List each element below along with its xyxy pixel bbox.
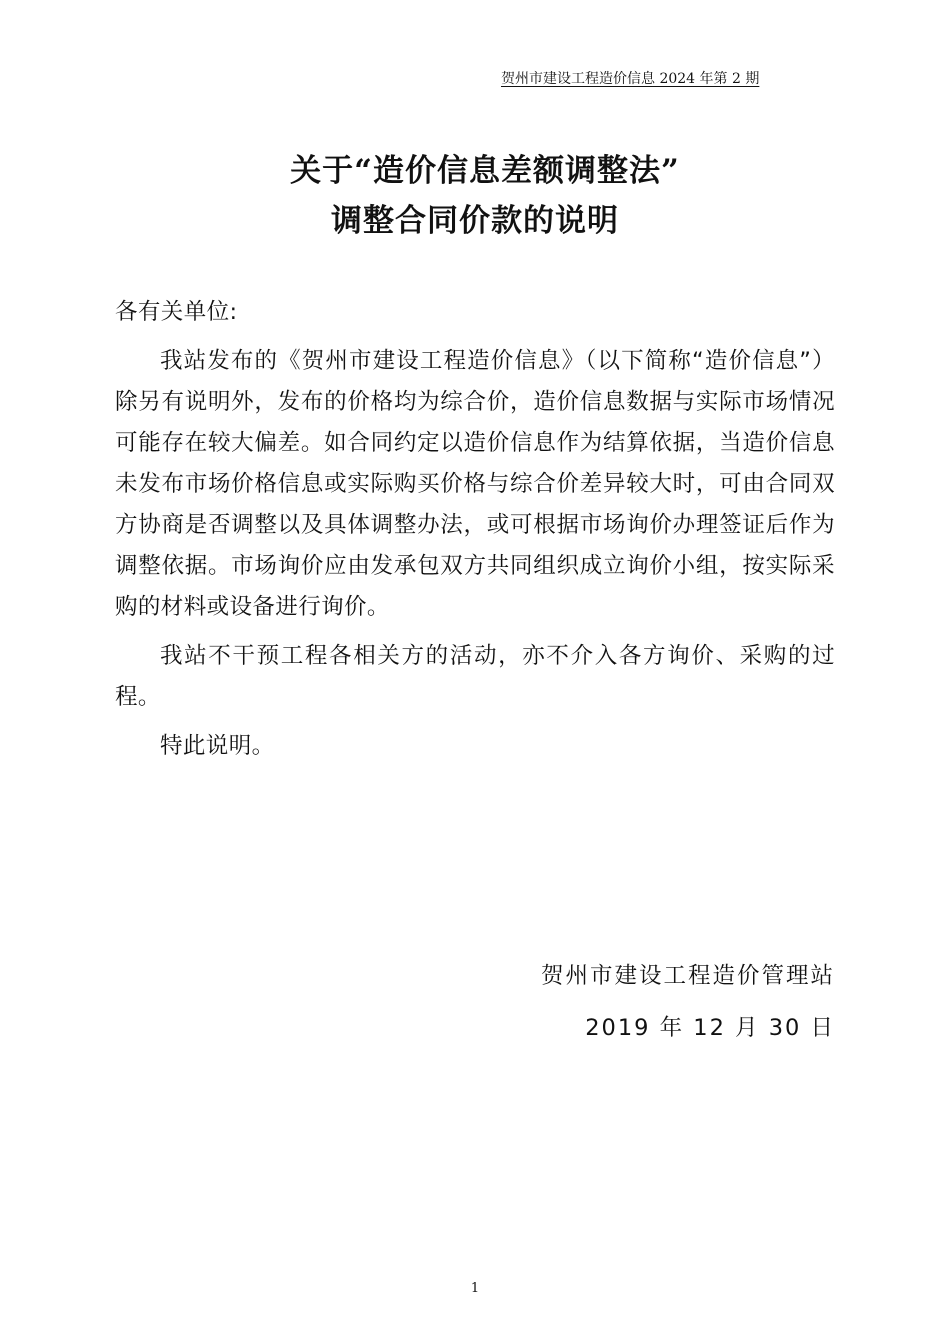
document-title: [0, 146, 950, 246]
page-number: 1: [470, 1281, 480, 1296]
signature-date: 2019 年 12 月 30 日: [585, 1015, 835, 1041]
paragraph-non-interference: 我站不干预工程各相关方的活动，亦不介入各方询价、采购的过程。: [115, 643, 835, 710]
document-body: [115, 292, 835, 767]
title-line-1: 关于“造价信息差额调整法”: [290, 153, 680, 189]
salutation: 各有关单位:: [115, 299, 238, 325]
paragraph-main: 我站发布的《贺州市建设工程造价信息》（以下简称“造价信息”）除另有说明外，发布的价格均为综合价，造价信息数据与实际市场情况可能存在较大偏差。如合同约定以造价信息作为结算依据，当造价信息未发布市场价格信息或实际购买价格与综合价差异较大时，可由合同双方协商是否调整以及具体调整办法，或可根据市场询价办理签证后作为调整依据。市场询价应由发承包双方共同组织成立询价小组，按实际采购的材料或设备进行询价。: [115, 348, 835, 620]
signature-organization: 贺州市建设工程造价管理站: [540, 963, 835, 989]
running-header: 贺州市建设工程造价信息 2024 年第 2 期: [501, 71, 760, 87]
title-line-2: 调整合同价款的说明: [331, 203, 619, 239]
paragraph-closing: 特此说明。: [160, 733, 275, 759]
